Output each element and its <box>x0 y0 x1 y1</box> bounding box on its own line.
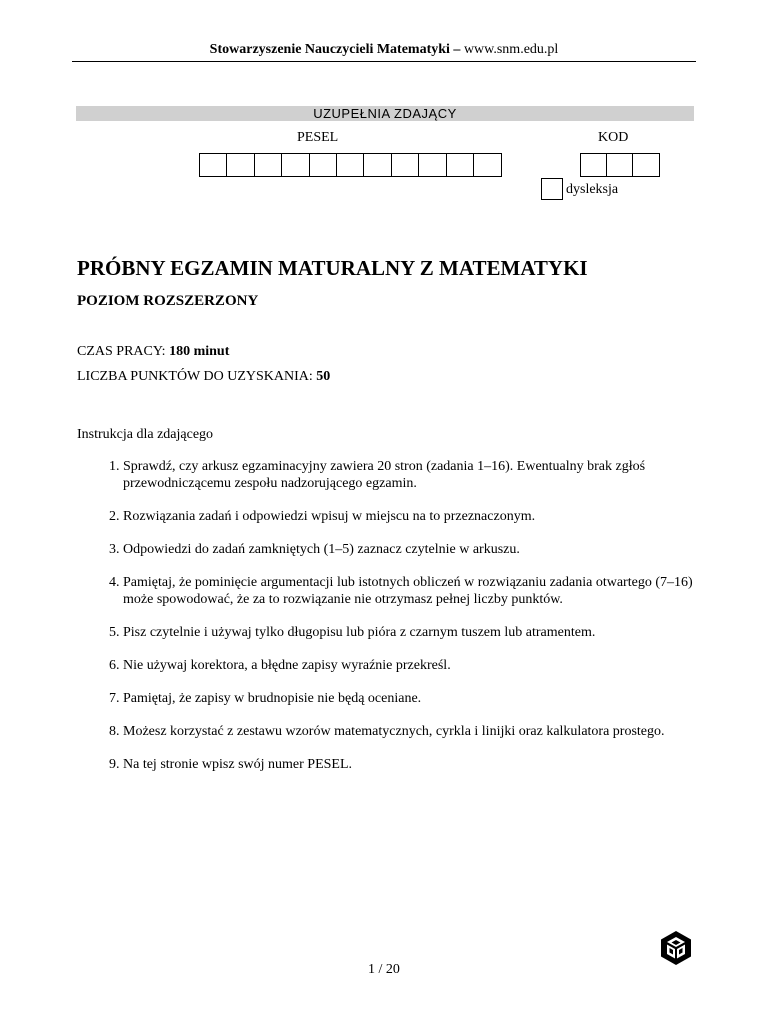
kod-digit-box[interactable] <box>607 154 633 176</box>
snm-cube-logo-icon <box>658 930 694 966</box>
pesel-digit-box[interactable] <box>255 154 282 176</box>
points-label: LICZBA PUNKTÓW DO UZYSKANIA: <box>77 369 317 384</box>
dysleksja-checkbox[interactable] <box>541 178 563 200</box>
instruction-item: 8. Możesz korzystać z zestawu wzorów matematycznych, cyrkla i linijki oraz kalkulatora prostego. <box>123 723 723 740</box>
pesel-label: PESEL <box>297 130 339 145</box>
exam-title: PRÓBNY EGZAMIN MATURALNY Z MATEMATYKI <box>77 256 588 280</box>
pesel-digit-box[interactable] <box>227 154 254 176</box>
header-org: Stowarzyszenie Nauczycieli Matematyki – <box>209 42 464 57</box>
instruction-item: 4. Pamiętaj, że pominięcie argumentacji lub istotnych obliczeń w rozwiązaniu zadania otwartego (7–16) może spowodować, że za to rozwiązanie nie otrzymasz pełnej liczby punktów. <box>123 574 723 608</box>
dysleksja-label: dysleksja <box>566 182 619 197</box>
kod-input-grid[interactable] <box>580 153 660 177</box>
instruction-item: 1. Sprawdź, czy arkusz egzaminacyjny zawiera 20 stron (zadania 1–16). Ewentualny brak zgłoś przewodniczącemu zespołu nadzorującego egzamin. <box>123 458 723 492</box>
time-label: CZAS PRACY: <box>77 344 170 359</box>
page-header <box>72 42 696 62</box>
pesel-digit-box[interactable] <box>392 154 419 176</box>
header-url: www.snm.edu.pl <box>463 42 559 57</box>
instruction-item: 5. Pisz czytelnie i używaj tylko długopisu lub pióra z czarnym tuszem lub atramentem. <box>123 624 723 641</box>
pesel-digit-box[interactable] <box>200 154 227 176</box>
pesel-digit-box[interactable] <box>447 154 474 176</box>
exam-level: POZIOM ROZSZERZONY <box>77 293 259 309</box>
kod-label: KOD <box>598 130 629 145</box>
instruction-item: 2. Rozwiązania zadań i odpowiedzi wpisuj w miejscu na to przeznaczonym. <box>123 508 723 525</box>
candidate-fill-bar: UZUPEŁNIA ZDAJĄCY <box>76 106 694 121</box>
pesel-input-grid[interactable] <box>199 153 502 177</box>
pesel-digit-box[interactable] <box>474 154 501 176</box>
exam-points <box>77 369 330 385</box>
kod-digit-box[interactable] <box>633 154 659 176</box>
instructions-heading: Instrukcja dla zdającego <box>77 427 214 442</box>
instruction-item: 7. Pamiętaj, że zapisy w brudnopisie nie będą oceniane. <box>123 690 723 707</box>
points-value: 50 <box>316 369 331 384</box>
kod-digit-box[interactable] <box>581 154 607 176</box>
page-number: 1 / 20 <box>368 962 400 977</box>
exam-time <box>77 344 229 360</box>
pesel-digit-box[interactable] <box>310 154 337 176</box>
time-value: 180 minut <box>169 344 230 359</box>
pesel-digit-box[interactable] <box>364 154 391 176</box>
pesel-digit-box[interactable] <box>282 154 309 176</box>
pesel-digit-box[interactable] <box>419 154 446 176</box>
pesel-digit-box[interactable] <box>337 154 364 176</box>
instructions-list <box>77 458 723 789</box>
instruction-item: 3. Odpowiedzi do zadań zamkniętych (1–5) zaznacz czytelnie w arkuszu. <box>123 541 723 558</box>
instruction-item: 6. Nie używaj korektora, a błędne zapisy wyraźnie przekreśl. <box>123 657 723 674</box>
instruction-item: 9. Na tej stronie wpisz swój numer PESEL. <box>123 756 723 773</box>
